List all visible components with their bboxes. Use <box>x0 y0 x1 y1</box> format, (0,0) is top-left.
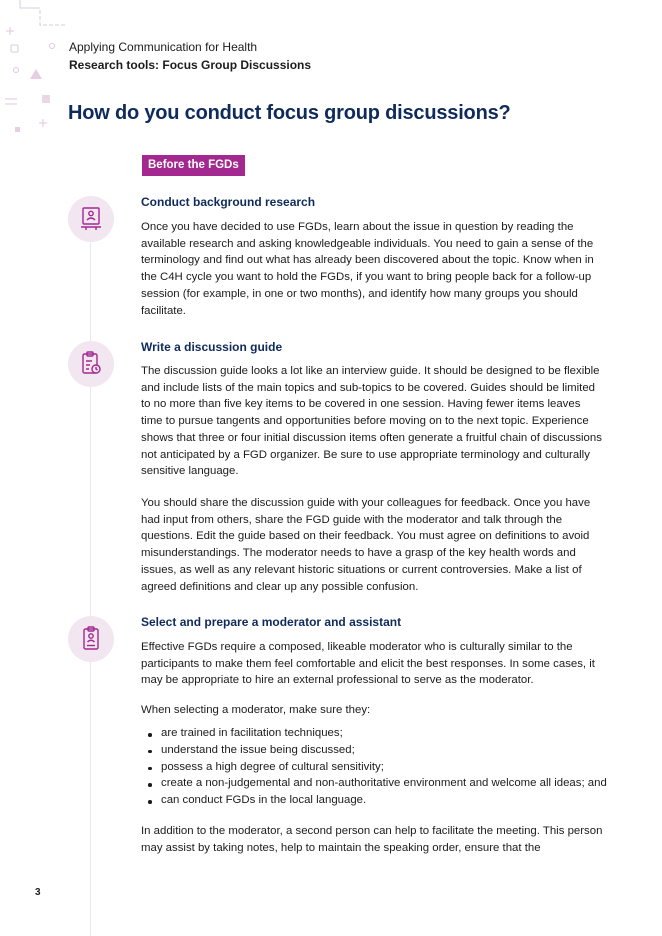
timeline-line <box>90 200 91 936</box>
list-item: are trained in facilitation techniques; <box>141 725 621 742</box>
section-paragraph: When selecting a moderator, make sure they: <box>141 704 371 716</box>
list-item: possess a high degree of cultural sensitivity; <box>141 759 621 776</box>
clipboard-person-icon <box>68 616 114 662</box>
list-item: can conduct FGDs in the local language. <box>141 792 621 809</box>
publication-name: Applying Communication for Health <box>69 40 258 54</box>
section-title-moderator: Select and prepare a moderator and assistant <box>141 615 402 629</box>
document-subtitle: Research tools: Focus Group Discussions <box>69 58 312 72</box>
certificate-icon <box>68 196 114 242</box>
section-title-discussion-guide: Write a discussion guide <box>141 340 283 354</box>
page-title: How do you conduct focus group discussions? <box>68 102 511 124</box>
section-paragraph: In addition to the moderator, a second person can help to facilitate the meeting. This person may assist by taking notes, help to maintain the speaking order, ensure that the <box>141 825 603 854</box>
section-title-background-research: Conduct background research <box>141 195 316 209</box>
clipboard-clock-icon <box>68 341 114 387</box>
list-item: understand the issue being discussed; <box>141 742 621 759</box>
section-paragraph: Effective FGDs require a composed, likeable moderator who is culturally similar to the participants to make them feel comfortable and elicit the best responses. In some cases, it may be appropriate to hire an external professional to serve as the moderator. <box>141 641 595 687</box>
section-paragraph: Once you have decided to use FGDs, learn about the issue in question by reading the available research and asking knowledgeable individuals. You need to gain a sense of the terminology and find out what has already been discovered about the topic. Know when in the C4H cycle you want to hold the FGDs, if you want to bring people back for a follow-up session (for example, in one or two months), and identify how many groups you should facilitate. <box>141 221 594 317</box>
page-number: 3 <box>35 887 41 898</box>
section-paragraph: You should share the discussion guide with your colleagues for feedback. Once you have had input from others, share the FGD guide with the moderator and talk through the questions. Edit the guide based on their feedback. You must agree on definitions to avoid misunderstandings. The moderator needs to have a grasp of the key health words and issues, as well as any relevant historic situations or current controversies. Make a list of agreed definitions and clear up any possible confusion. <box>141 497 591 593</box>
list-item: create a non-judgemental and non-authoritative environment and welcome all ideas; and <box>141 775 621 792</box>
section-paragraph: The discussion guide looks a lot like an interview guide. It should be designed to be flexible and include lists of the main topics and sub-topics to be covered. Guides should be limited to no more than five key items to be covered in one session. Having fewer items leaves time to pursue tangents and opportunities before moving on to the next topic. Experience shows that three or four initial discussion items often generate a fruitful chain of discussions not anticipated by a FGD organizer. Be sure to use appropriate terminology and culturally sensitive language. <box>141 365 602 478</box>
decorative-shapes <box>0 0 70 140</box>
section-badge: Before the FGDs <box>142 155 245 176</box>
moderator-criteria-list <box>141 725 621 809</box>
